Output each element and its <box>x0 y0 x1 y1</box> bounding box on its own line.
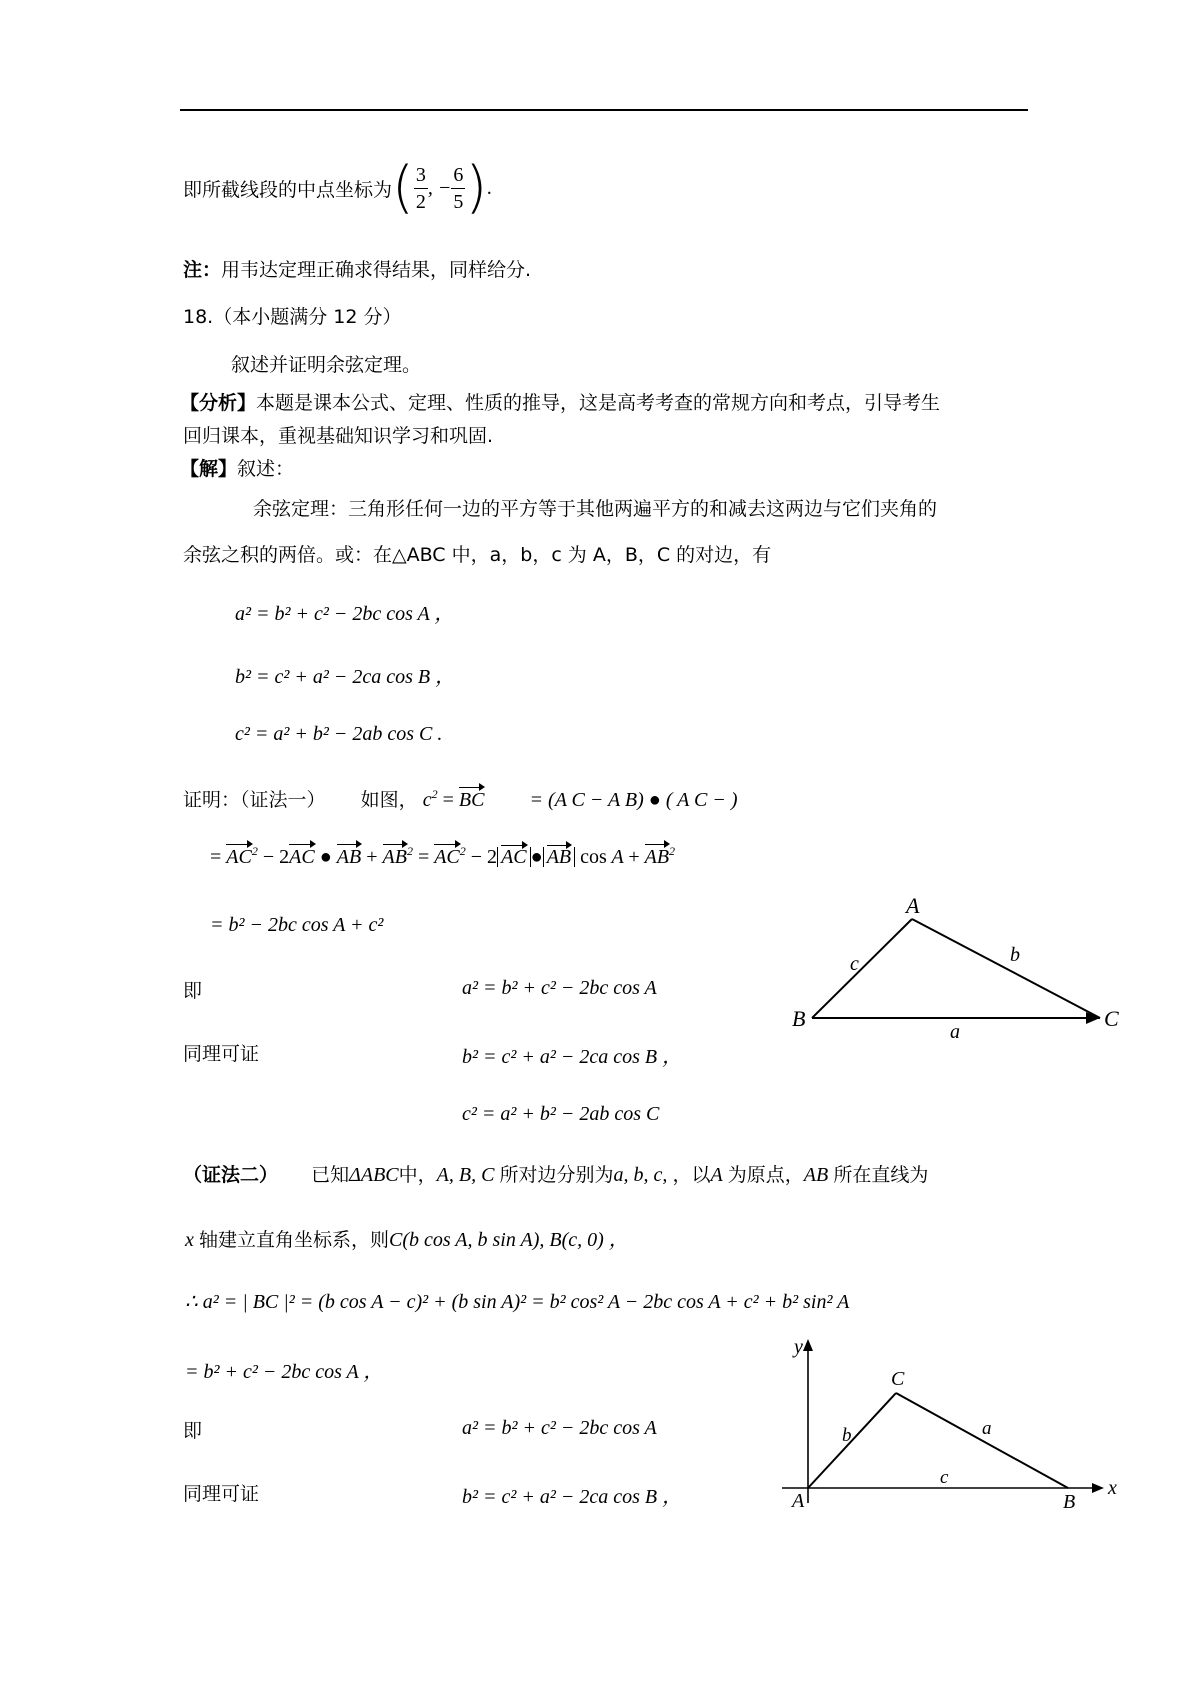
vec-ac-2: AC <box>289 846 315 868</box>
fig2-label-x: x <box>1108 1477 1117 1499</box>
fig1-label-b: b <box>1010 944 1020 966</box>
midpoint-end: . <box>487 176 493 199</box>
problem-statement: 叙述并证明余弦定理。 <box>231 354 422 376</box>
proof2-l1-AB: AB <box>803 1164 829 1186</box>
side-c <box>812 919 912 1018</box>
analysis-label: 【分析】 <box>180 392 257 414</box>
theorem-line1: 余弦定理：三角形任何一边的平方等于其他两遍平方的和减去这两边与它们夹角的 <box>253 498 938 520</box>
vec-ab-2: AB <box>382 846 407 868</box>
vec-bc: BC <box>458 789 485 811</box>
side-b <box>808 1393 896 1488</box>
proof2-ji: 即 <box>183 1420 203 1442</box>
proof2-l1-A: A <box>710 1164 723 1186</box>
proof1-ji-formula: a² = b² + c² − 2bc cos A <box>462 977 657 999</box>
proof1-eq: = <box>442 789 454 811</box>
fig2-label-A: A <box>792 1490 805 1510</box>
proof1-line3: = b² − 2bc cos A + c² <box>210 914 384 936</box>
solution-label: 【解】 <box>180 458 238 480</box>
proof2-line4: = b² + c² − 2bc cos A ， <box>185 1361 384 1383</box>
solution-line <box>180 454 294 481</box>
proof2-l2-a: 轴建立直角坐标系，则 <box>198 1229 389 1251</box>
proof2-l1-a: 已知 <box>311 1164 350 1186</box>
proof1-tongli-b: b² = c² + a² − 2ca cos B ， <box>462 1046 683 1068</box>
vec-ab-1: AB <box>336 846 362 868</box>
proof2-line1 <box>183 1160 928 1187</box>
proof2-tongli-formula: b² = c² + a² − 2ca cos B ， <box>462 1486 683 1508</box>
analysis-text1: 本题是课本公式、定理、性质的推导，这是高考考查的常规方向和考点，引导考生 <box>256 392 941 414</box>
proof1-c: c <box>422 789 432 811</box>
top-rule <box>180 109 1028 111</box>
proof2-line2 <box>185 1223 629 1252</box>
proof2-ji-formula: a² = b² + c² − 2bc cos A <box>462 1417 657 1439</box>
fig2-label-y: y <box>794 1336 803 1358</box>
side-b <box>912 919 1100 1018</box>
fig2-label-C: C <box>891 1368 905 1390</box>
proof1-garbled: = (A C − A B) ● ( A C − ) <box>529 789 738 811</box>
fig2-label-a: a <box>982 1418 992 1439</box>
midpoint-line <box>183 155 493 220</box>
formula-c: c² = a² + b² − 2ab cos C . <box>235 723 443 745</box>
proof1-label: 证明：（证法一） <box>183 789 326 811</box>
note <box>183 255 531 282</box>
comma-minus: , − <box>427 176 452 199</box>
left-paren: ( <box>392 155 414 220</box>
triangle-figure-1 <box>790 895 1130 1045</box>
x-fraction: $\frac{3}{2}$ <box>415 163 426 213</box>
vec-ac-1: AC <box>226 846 252 868</box>
x-arrow <box>1092 1483 1104 1493</box>
proof1-ji: 即 <box>183 980 203 1002</box>
y-fraction: $\frac{6}{5}$ <box>453 163 464 213</box>
proof2-l1-e: 为原点， <box>727 1164 804 1186</box>
y-arrow <box>803 1339 813 1351</box>
proof2-l1-f: 所在直线为 <box>833 1164 929 1186</box>
proof2-l1-tri: ΔABC <box>349 1164 399 1186</box>
vec-ab-4: AB <box>644 846 670 868</box>
vec-ac-3: AC <box>434 846 460 868</box>
fig1-label-A: A <box>906 895 920 918</box>
midpoint-text: 即所截线段的中点坐标为 <box>183 178 393 201</box>
analysis-line2: 回归课本，重视基础知识学习和巩固. <box>183 425 494 447</box>
proof1-tongli-c: c² = a² + b² − 2ab cos C <box>462 1103 660 1125</box>
formula-a: a² = b² + c² − 2bc cos A ， <box>235 603 455 625</box>
fig1-label-c: c <box>850 953 859 975</box>
proof2-tongli: 同理可证 <box>183 1483 260 1505</box>
fig1-label-B: B <box>792 1006 806 1031</box>
proof2-label: （证法二） <box>183 1164 279 1186</box>
coordinate-figure-2 <box>780 1335 1120 1510</box>
proof2-l1-vertices: A, B, C <box>436 1164 495 1186</box>
vec-ab-3: AB <box>546 846 572 868</box>
proof1-ruju: 如图， <box>360 789 418 811</box>
right-paren: ) <box>465 155 488 220</box>
fig2-label-B: B <box>1063 1491 1076 1510</box>
side-a <box>896 1393 1068 1488</box>
proof2-l1-b: 中， <box>398 1164 437 1186</box>
proof2-l1-c: 所对边分别为 <box>499 1164 614 1186</box>
fig1-label-C: C <box>1104 1006 1119 1031</box>
proof2-l2-coords: C(b cos A, b sin A), B(c, 0) ， <box>389 1229 629 1251</box>
vec-ac-4: AC <box>501 846 527 868</box>
proof1-line1: 证明：（证法一） 如图， $c^2$ = BC = (A C − A B) ● ( A C − ) <box>183 787 738 811</box>
fig2-label-c: c <box>940 1467 949 1488</box>
analysis-line1 <box>180 388 940 415</box>
proof2-l1-d: ，以 <box>672 1164 711 1186</box>
fig1-label-a: a <box>950 1021 960 1043</box>
proof1-tongli: 同理可证 <box>183 1043 260 1065</box>
proof2-l1-sides: a, b, c, <box>613 1164 673 1186</box>
proof2-line3: ∴ a² = | BC |² = (b cos A − c)² + (b sin A)² = b² cos² A − 2bc cos A + c² + b² sin² A <box>185 1291 850 1313</box>
theorem-line2: 余弦之积的两倍。或：在△ABC 中，a，b，c 为 A，B，C 的对边，有 <box>183 544 772 566</box>
formula-b: b² = c² + a² − 2ca cos B ， <box>235 666 456 688</box>
problem-header: 18.（本小题满分 12 分） <box>183 306 402 328</box>
solution-text: 叙述： <box>237 458 295 480</box>
note-label: 注： <box>183 259 222 281</box>
note-text: 用韦达定理正确求得结果，同样给分. <box>221 259 532 281</box>
proof2-l2-x: x <box>185 1229 194 1251</box>
fig2-label-b: b <box>842 1425 852 1446</box>
proof1-line2: = $AC^2 - 2AC$ ● AB + $AB^2 = AC^2 - 2$ AC ● AB $\cos A + AB^2$ <box>210 844 676 868</box>
